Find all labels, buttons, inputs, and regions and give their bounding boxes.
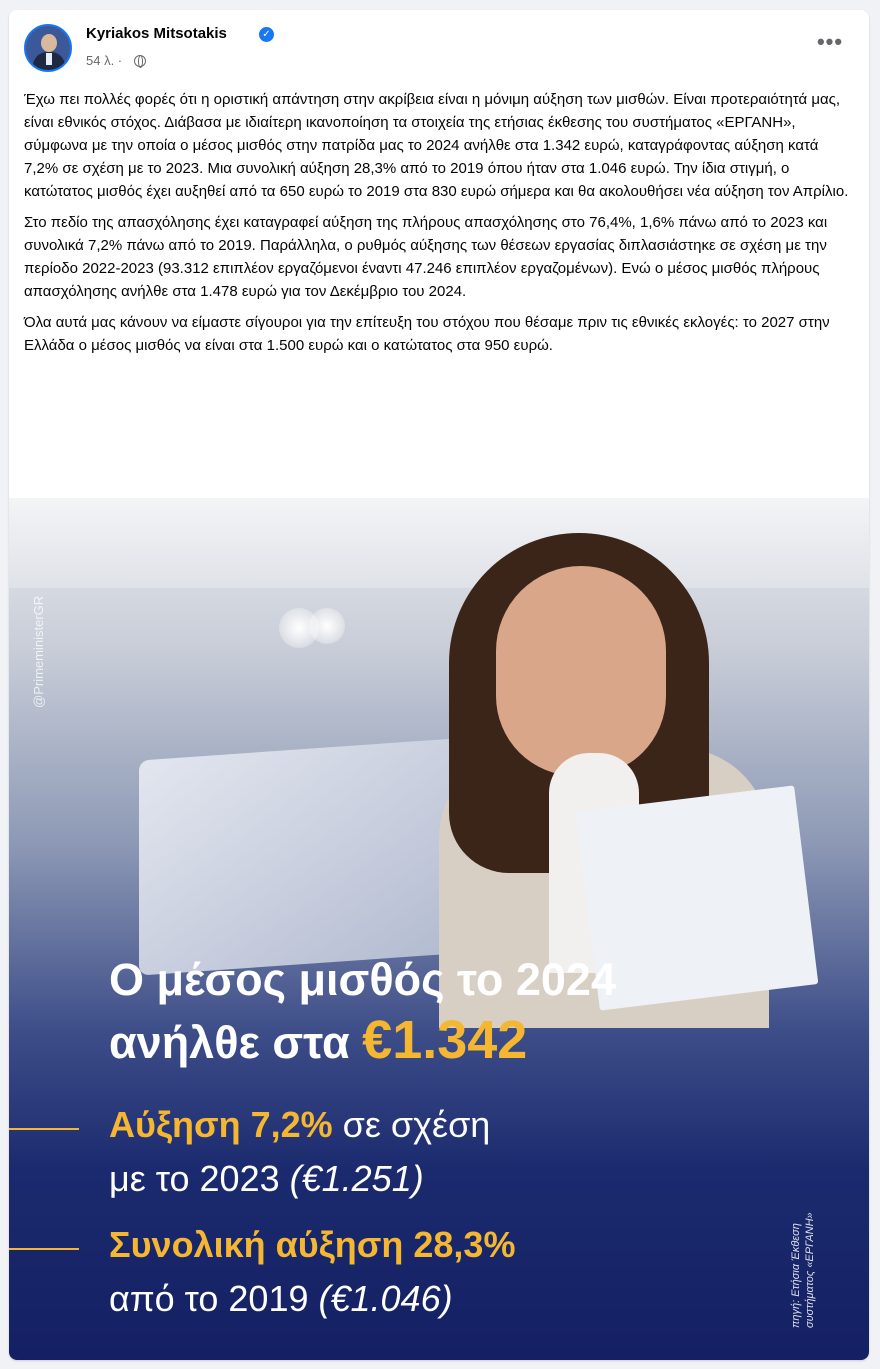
woman-face xyxy=(496,566,666,776)
stat2-highlight: Συνολική αύξηση 28,3% xyxy=(109,1224,516,1265)
ceiling-light xyxy=(309,608,345,644)
office-ceiling xyxy=(9,498,869,588)
image-watermark: @PrimeministerGR xyxy=(31,595,46,708)
stat1-rest: σε σχέση xyxy=(332,1104,491,1145)
accent-line xyxy=(9,1248,79,1250)
source-line1: πηγή: Ετήσια Έκθεση xyxy=(790,1223,802,1328)
stat1-highlight: Αύξηση 7,2% xyxy=(109,1104,333,1145)
post-text xyxy=(24,88,856,365)
author-avatar[interactable] xyxy=(24,24,72,72)
stat-increase-2019 xyxy=(109,1218,669,1326)
stat-increase-2023 xyxy=(109,1098,629,1206)
author-name[interactable]: Kyriakos Mitsotakis xyxy=(86,25,227,42)
image-headline xyxy=(109,950,829,1073)
stat2-line2-value: (€1.046) xyxy=(318,1278,453,1319)
stat2-line2-prefix: από το 2019 xyxy=(109,1278,319,1319)
post-paragraph: Στο πεδίο της απασχόλησης έχει καταγραφεί αύξηση της πλήρους απασχόλησης στο 76,4%, 1,6% πάνω από το 2023 και συνολικά 7,2% πάνω από το 2019. Παράλληλα, ο ρυθμός αύξησης των θέσεων εργασίας διπλασιάστηκε σε σχέση με την περίοδο 2022-2023 (93.312 επιπλέον εργαζόμενοι έναντι 47.246 επιπλέον εργαζομένων). Ενώ ο μέσος μισθός πλήρους απασχόλησης ανήλθε στα 1.478 ευρώ για τον Δεκέμβριο του 2024. xyxy=(24,214,828,300)
headline-line2-prefix: ανήλθε στα xyxy=(109,1017,363,1068)
verified-badge-icon: ✓ xyxy=(259,27,274,42)
image-source xyxy=(789,1108,829,1328)
post-timestamp[interactable]: 54 λ. · xyxy=(86,53,123,68)
accent-line xyxy=(9,1128,79,1130)
post-card xyxy=(9,10,869,1360)
post-paragraph: Όλα αυτά μας κάνουν να είμαστε σίγουροι για την επίτευξη του στόχου που θέσαμε πριν τις εθνικές εκλογές: το 2027 στην Ελλάδα ο μέσος μισθός να είναι στα 1.500 ευρώ και ο κατώτατος στα 950 ευρώ. xyxy=(24,314,830,354)
post-header xyxy=(9,10,869,90)
headline-line2 xyxy=(109,1010,829,1073)
more-options-button[interactable]: ••• xyxy=(816,29,844,54)
headline-line1: Ο μέσος μισθός το 2024 xyxy=(109,954,616,1005)
stat1-line2-prefix: με το 2023 xyxy=(109,1158,290,1199)
post-paragraph: Έχω πει πολλές φορές ότι η οριστική απάντηση στην ακρίβεια είναι η μόνιμη αύξηση των μισθών. Είναι προτεραιότητά μας, είναι εθνικός στόχος. Διάβασα με ιδιαίτερη ικανοποίηση τα στοιχεία της ετήσιας έκθεσης του συστήματος «ΕΡΓΑΝΗ», σύμφωνα με την οποία ο μέσος μισθός στην πατρίδα μας το 2024 ανήλθε στα 1.342 ευρώ, καταγράφοντας αύξηση κατά 7,2% σε σχέση με το 2023. Μια συνολική αύξηση 28,3% από το 2019 όπου ήταν στα 1.046 ευρώ. Την ίδια στιγμή, ο κατώτατος μισθός έχει αυξηθεί από τα 650 ευρώ το 2019 στα 830 ευρώ σήμερα και θα ακολουθήσει νέα αύξηση τον Απρίλιο. xyxy=(24,91,849,200)
globe-icon xyxy=(134,55,146,67)
headline-amount: €1.342 xyxy=(362,1010,528,1070)
stat1-line2-value: (€1.251) xyxy=(289,1158,424,1199)
source-line2: συστήματος «ΕΡΓΑΝΗ» xyxy=(804,1212,816,1328)
post-image[interactable] xyxy=(9,498,869,1360)
